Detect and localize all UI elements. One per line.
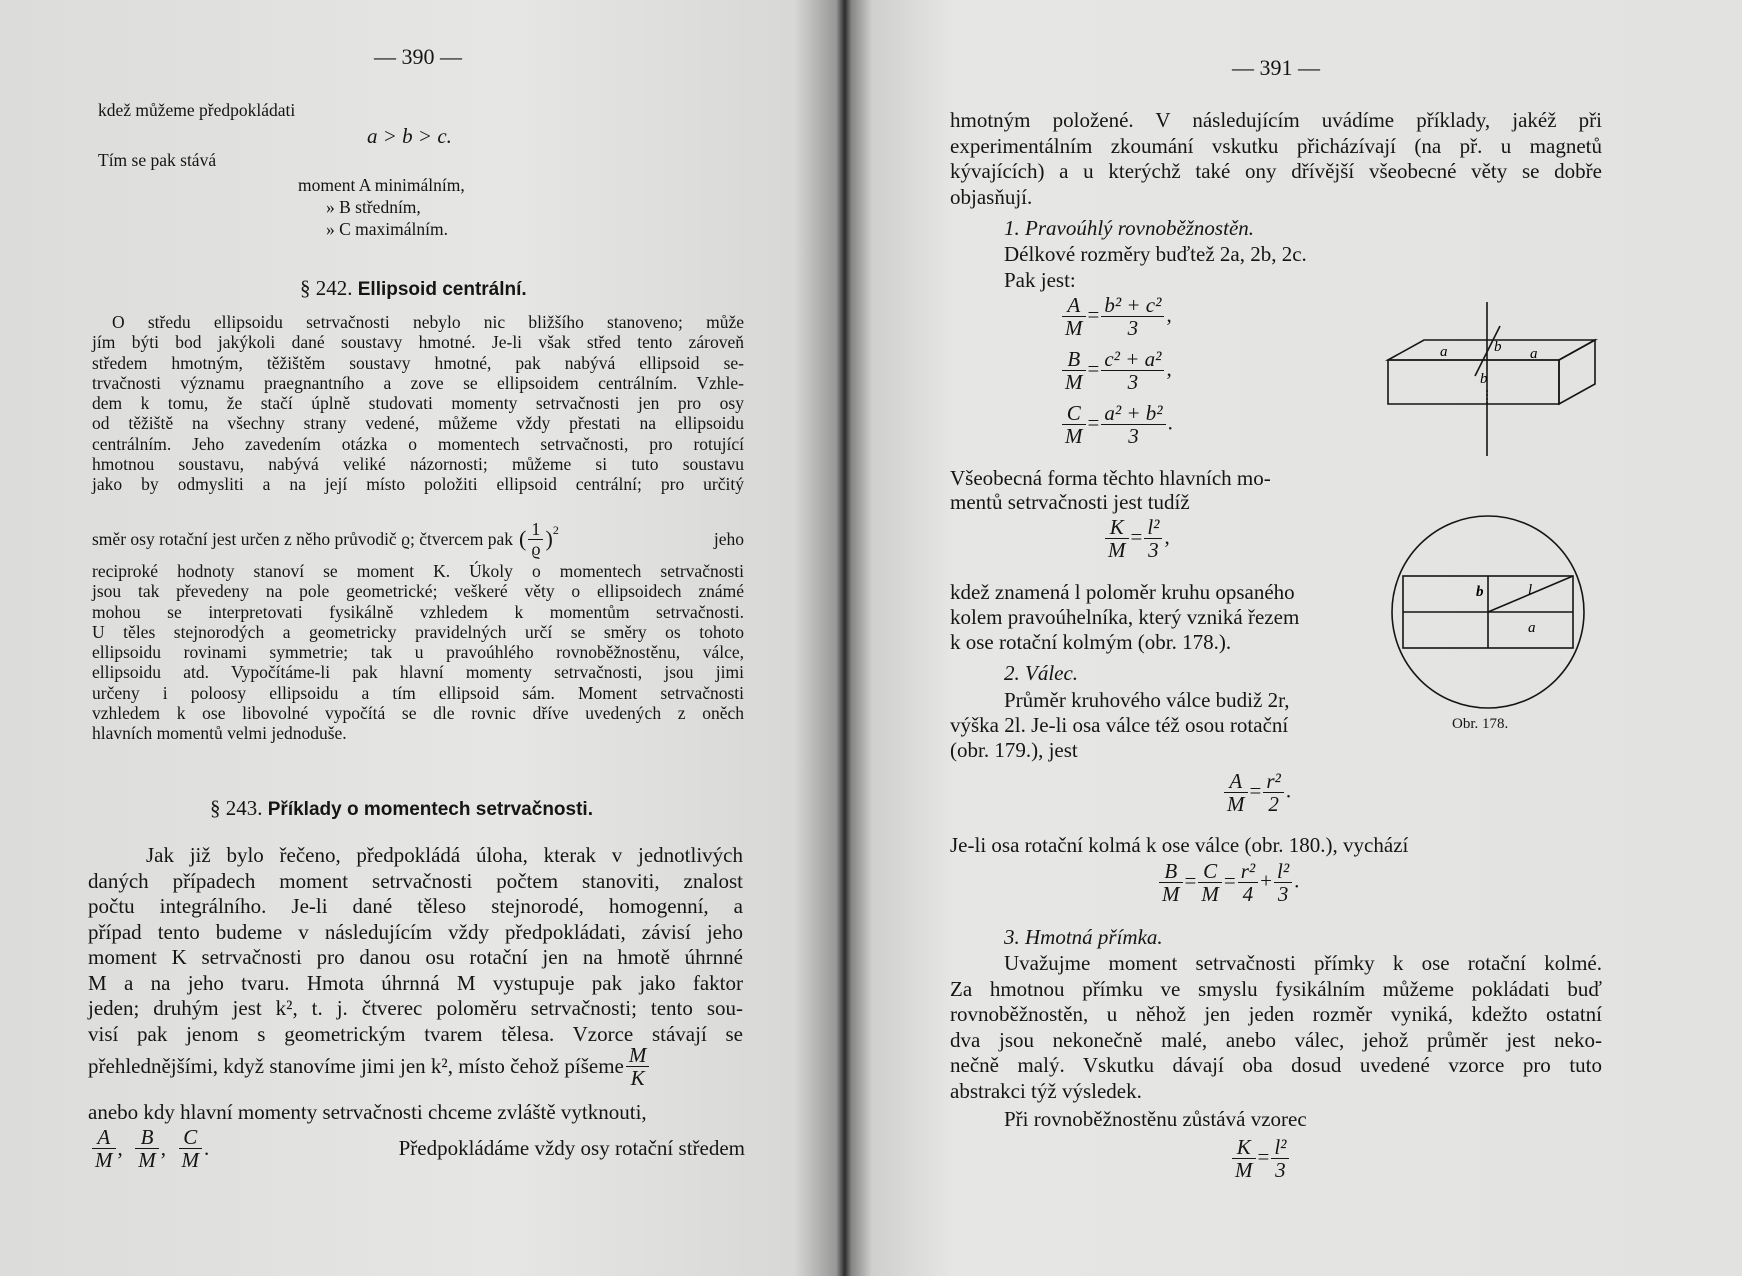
text-line: směr osy rotační jest určen z něho průvodič ϱ; čtvercem pak: [92, 529, 513, 550]
line-with-fraction: [88, 1044, 753, 1089]
text-line: jako by odmysliti a na její místo položiti ellipsoid centrální; pro určitý: [92, 474, 744, 495]
figure-caption: Obr. 178.: [1452, 716, 1509, 732]
equation-c: $\frac{C}{M}$ = $\frac{\text{a² + b²}}{3}$ .: [1060, 402, 1173, 447]
example-1-title: 1. Pravoúhlý rovnoběžnostěn.: [1004, 216, 1255, 240]
example-2-line-2: výška 2l. Je-li osa válce též osou rotační: [950, 713, 1289, 737]
text-line: M a na jeho tvaru. Hmota úhrnná M vystupuje pak jako faktor: [88, 970, 743, 995]
text-line: Uvažujme moment setrvačnosti přímky k ose rotační kolmé.: [1004, 951, 1602, 975]
text-line: nečně malý. Vskutku dávají oba dosud uvedené vzorce pro tuto: [950, 1053, 1602, 1077]
moment-line-c: » C maximálním.: [326, 219, 449, 239]
section-243-title: Příklady o momentech setrvačnosti.: [267, 799, 593, 820]
text-line: daných případech moment setrvačnosti počtem stanoviti, znalost: [88, 868, 743, 893]
text-line: dva jsou nekonečně malé, anebo válec, jehož průměr jest neko-: [950, 1027, 1602, 1052]
text-line: jeden; druhým jest k², t. j. čtverec poloměru setrvačnosti; tento sou-: [88, 996, 743, 1020]
section-242-heading: [300, 276, 527, 301]
cylinder-equation-bc: $\frac{B}{M}$ = $\frac{C}{M}$ = $\frac{\text{r²}}{4}$ + $\frac{\text{l²}}{3}$ .: [1157, 860, 1299, 905]
text-line: visí pak jenom s geometrickým tvarem tělesa. Vzorce stávají se: [88, 1021, 743, 1046]
section-243-paragraph: [88, 843, 743, 1047]
page-number-left: — 390 —: [374, 44, 462, 69]
text-line: jsou tak převedeny na pole geometrické; veškeré věty o ellipsoidech známé: [92, 581, 744, 602]
example-3-title: 3. Hmotná přímka.: [1004, 925, 1163, 949]
section-243-number: § 243.: [210, 796, 263, 820]
inequality: a > b > c.: [367, 124, 452, 148]
text-line: přehlednějšími, když stanovíme jimi jen k², místo čehož píšeme: [88, 1053, 624, 1078]
thus-line: Tím se pak stává: [98, 150, 217, 170]
intro-paragraph: [950, 108, 1602, 210]
intro-line: kdež můžeme předpokládati: [98, 100, 296, 120]
section-242-number: § 242.: [300, 276, 353, 300]
text-line: moment K setrvačnosti pro danou osu rotační jen na hmotě úhrnné: [88, 945, 743, 969]
text-line: ellipsoidu atd. Vypočítáme-li pak hlavní momenty setrvačnosti, jsou jimi: [92, 662, 744, 683]
example-1-dims: Délkové rozměry buďtež 2a, 2b, 2c.: [1004, 242, 1307, 266]
text-line: anebo kdy hlavní momenty setrvačnosti chceme zvláště vytknouti,: [88, 1100, 647, 1124]
fraction-m-over-k: $\frac{M}{K}$: [626, 1044, 650, 1089]
text-line: dem k tomu, že stačí úplně studovati momenty setrvačnosti jen pro osy: [92, 393, 744, 414]
text-line: mohou se interpretovati fysikálně vzhledem k momentům setrvačnosti.: [92, 601, 744, 622]
line-equation: $\frac{K}{M}$ = $\frac{\text{l²}}{3}$: [1230, 1136, 1291, 1181]
text-line: rovnoběžnostěn, u něhož jen jeden rozměr vyniká, kdežto ostatní: [950, 1002, 1602, 1026]
text-line: U těles stejnorodých a geometricky pravidelných určí se směry os tohoto: [92, 621, 744, 642]
equation-b: $\frac{B}{M}$ = $\frac{\text{c² + a²}}{3}$ ,: [1060, 348, 1172, 393]
text-line: centrálním. Jeho zavedením otázka o momentech setrvačnosti, pro rotující: [92, 433, 744, 454]
fractions-line: $\frac{A}{M}$ , $\frac{B}{M}$ , $\frac{C}{M}$ . Předpokládáme vždy osy rotační středem: [90, 1126, 745, 1171]
text-line: kývajících) a u kterýchž také ony dřívější všeobecné věty se dobře: [950, 159, 1602, 183]
text-line: reciproké hodnoty stanoví se moment K. Úkoly o momentech setrvačnosti: [92, 561, 744, 581]
text-line: Předpokládáme vždy osy rotační středem: [398, 1135, 745, 1160]
text-line: případ tento budeme v následujícím vždy předpokládati, závisí jeho: [88, 919, 743, 944]
page-number-right: — 391 —: [1232, 55, 1320, 80]
section-242-paragraph-b: [92, 561, 744, 744]
inline-fraction-line: směr osy rotační jest určen z něho průvodič ϱ; čtvercem pak ( $\frac{1}{ϱ}$ ) $^2$ jeho: [92, 519, 744, 559]
book-spine: [836, 0, 852, 1276]
text-line: určeny i poloosy ellipsoidu a tím ellipsoid sám. Moment setrvačnosti: [92, 682, 744, 703]
parallelepiped-figure: [1380, 296, 1605, 466]
where-line-1: kdež znamená l poloměr kruhu opsaného: [950, 580, 1295, 604]
general-line-2: mentů setrvačnosti jest tudíž: [950, 490, 1190, 514]
label-b-bottom: b: [1480, 371, 1488, 387]
general-equation: $\frac{K}{M}$ = $\frac{\text{l²}}{3}$ ,: [1103, 516, 1170, 561]
example-2-title: 2. Válec.: [1004, 661, 1079, 685]
circle-rectangle-figure: [1388, 512, 1588, 712]
text-line: jeho: [713, 529, 744, 550]
fraction-b-over-m: $\frac{B}{M}$: [135, 1126, 159, 1171]
label-a-left: a: [1440, 344, 1448, 360]
label-a-right: a: [1530, 346, 1538, 362]
text-line: Za hmotnou přímku ve smyslu fysikálním můžeme pokládati buď: [950, 976, 1602, 1001]
inline-fraction: $\frac{1}{ϱ}$: [528, 520, 543, 559]
text-line: trvačnosti významu praegnantního a zove se ellipsoidem centrálním. Vzhle-: [92, 372, 744, 393]
where-line-3: k ose rotační kolmým (obr. 178.).: [950, 630, 1232, 654]
label-b-top: b: [1494, 339, 1502, 355]
text-line: Jak již bylo řečeno, předpokládá úloha, kterak v jednotlivých: [146, 843, 743, 867]
equation-a: $\frac{A}{M}$ = $\frac{\text{b² + c²}}{3}$ ,: [1060, 294, 1172, 339]
label-b: b: [1476, 584, 1484, 600]
section-243-heading: [210, 796, 593, 821]
example-3-last-line: Při rovnoběžnostěnu zůstává vzorec: [1004, 1107, 1307, 1131]
text-line: jím býti bod jakýkoli dané soustavy hmotné. Je-li však střed tento zároveň: [92, 332, 744, 353]
label-a: a: [1528, 620, 1536, 636]
text-line: hmotným položené. V následujícím uvádíme příklady, jakéž při: [950, 108, 1602, 132]
text-line: experimentálním zkoumání vskutku přicházívají (na př. u magnetů: [950, 133, 1602, 158]
perpendicular-axis-line: Je-li osa rotační kolmá k ose válce (obr. 180.), vychází: [950, 833, 1409, 857]
text-line: hmotnou soustavu, nabývá veliké názornosti; můžeme si tuto soustavu: [92, 454, 744, 475]
example-3-paragraph: [950, 951, 1602, 1104]
text-line: vzhledem k ose libovolné vypočítá se dle rovnic dříve uvedených z oněch: [92, 703, 744, 724]
text-line: ellipsoidu rovinami symmetrie; tak u pravoúhlého rovnoběžnostěnu, válce,: [92, 642, 744, 663]
text-line: hlavních momentů velmi jednoduše.: [92, 723, 347, 744]
text-line: středem hmotným, těžištěm soustavy hmotné, pak nabývá ellipsoid se-: [92, 352, 744, 373]
example-2-line-1: Průměr kruhového válce budiž 2r,: [1004, 688, 1290, 712]
where-line-2: kolem pravoúhelníka, který vzniká řezem: [950, 605, 1300, 629]
fraction-c-over-m: $\frac{C}{M}$: [179, 1126, 203, 1171]
text-line: počtu integrálního. Je-li dané těleso stejnorodé, homogenní, a: [88, 894, 743, 918]
text-line: O středu ellipsoidu setrvačnosti nebylo nic bližšího stanoveno; může: [112, 312, 744, 332]
fraction-a-over-m: $\frac{A}{M}$: [92, 1126, 116, 1171]
moment-line-a: moment A minimálním,: [298, 175, 465, 195]
cylinder-equation-a: $\frac{A}{M}$ = $\frac{\text{r²}}{2}$ .: [1222, 770, 1291, 815]
section-242-paragraph-a: [92, 312, 744, 495]
label-l: l: [1528, 582, 1533, 598]
text-line: abstrakci týž výsledek.: [950, 1078, 1142, 1103]
text-line: od těžiště na všechny strany vedené, můžeme vždy přestati na ellipsoidu: [92, 413, 744, 434]
example-1-then: Pak jest:: [1004, 268, 1076, 292]
moment-line-b: » B středním,: [326, 197, 421, 217]
general-line-1: Všeobecná forma těchto hlavních mo-: [950, 466, 1271, 490]
section-242-title: Ellipsoid centrální.: [357, 279, 527, 300]
text-line: objasňují.: [950, 184, 1033, 209]
example-2-line-3: (obr. 179.), jest: [950, 738, 1078, 762]
